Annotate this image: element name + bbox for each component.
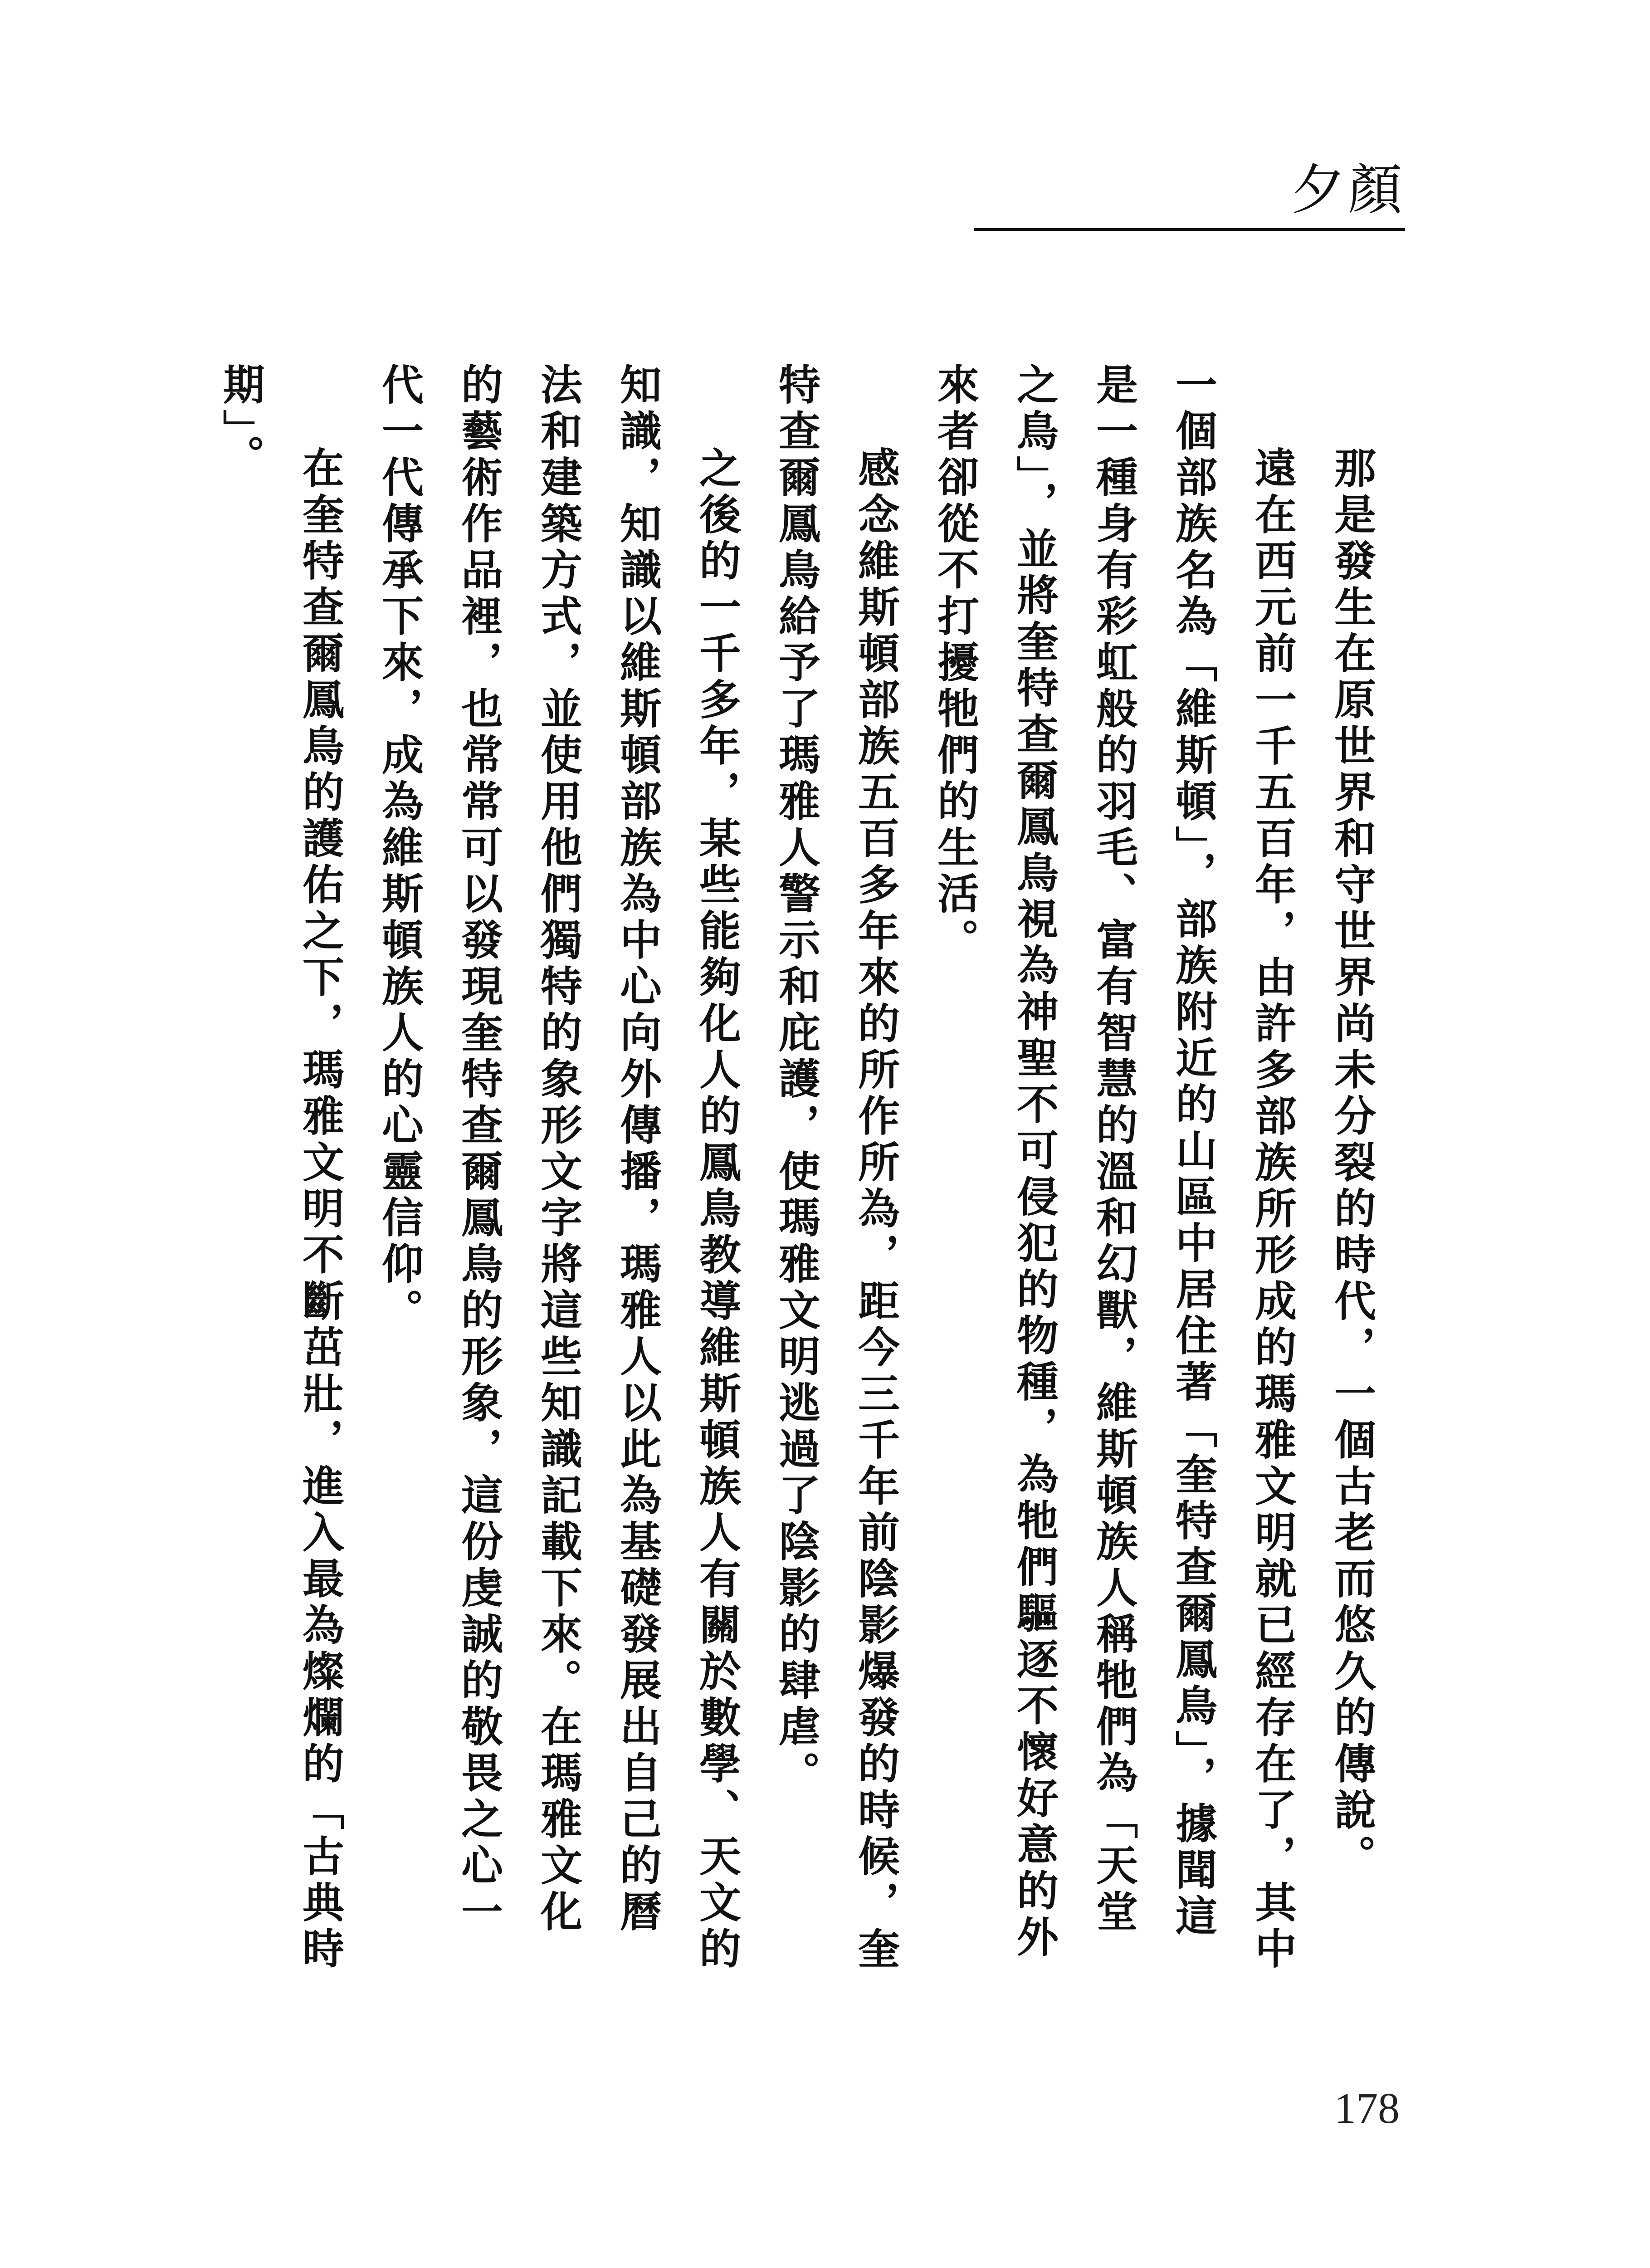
paragraph: 遠在西元前一千五百年，由許多部族所形成的瑪雅文明就已經存在了，其中一個部族名為「維斯頓」，部族附近的山區中居住著「奎特查爾鳳鳥」，據聞這是一種身有彩虹般的羽毛、富有智慧的溫和幻獸，維斯頓族人稱牠們為「天堂之鳥」，並將奎特查爾鳳鳥視為神聖不可侵犯的物種，為牠們驅逐不懷好意的外來者卻從不打擾牠們的生活。	[931, 363, 1297, 1973]
page-number: 178	[1334, 2084, 1400, 2132]
paragraph: 那是發生在原世界和守世界尚未分裂的時代，一個古老而悠久的傳說。	[1328, 446, 1377, 1881]
paragraph: 之後的一千多年，某些能夠化人的鳳鳥教導維斯頓族人有關於數學、天文的知識，知識以維斯頓部族為中心向外傳播，瑪雅人以此為基礎發展出自己的曆法和建築方式，並使用他們獨特的象形文字將這些知識記載下來。在瑪雅文化的藝術作品裡，也常常可以發現奎特查爾鳳鳥的形象，這份虔誠的敬畏之心一代一代傳承下來，成為維斯頓族人的心靈信仰。	[375, 363, 742, 1973]
header-rule	[974, 228, 1405, 231]
paragraph: 在奎特查爾鳳鳥的護佑之下，瑪雅文明不斷茁壯，進入最為燦爛的「古典時期」。	[216, 363, 345, 1973]
body-text	[201, 363, 1391, 1973]
paragraph: 感念維斯頓部族五百多年來的所作所為，距今三千年前陰影爆發的時候，奎特查爾鳳鳥給予了瑪雅人警示和庇護，使瑪雅文明逃過了陰影的肆虐。	[772, 363, 900, 1973]
running-header-title: 夕顏	[1291, 159, 1405, 222]
